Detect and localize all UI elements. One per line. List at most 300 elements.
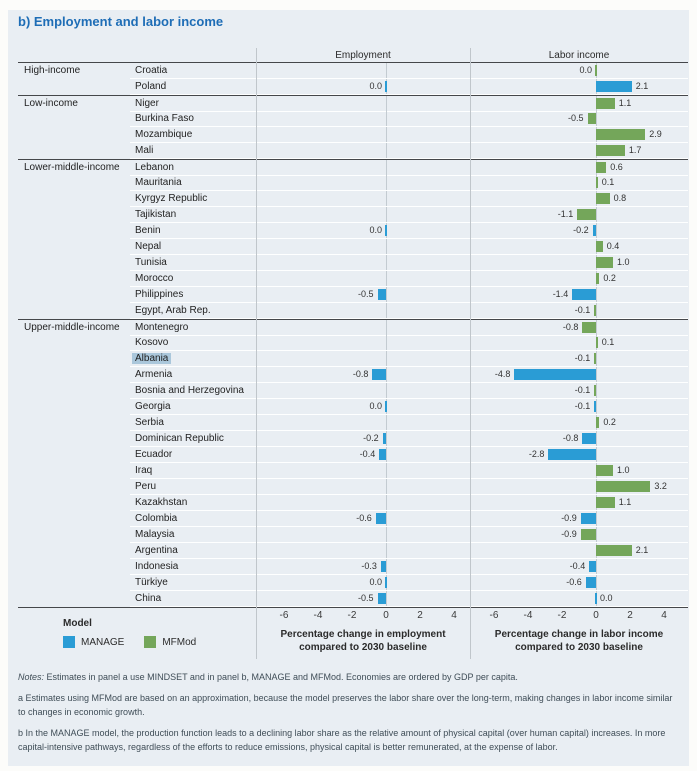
value-label: 0.0 (579, 65, 592, 75)
table-row (18, 111, 688, 127)
country-label: Indonesia (135, 561, 179, 572)
legend-items (63, 636, 196, 648)
group-label (18, 543, 130, 559)
notes-line (18, 670, 682, 685)
employment-panel-cell (256, 351, 470, 367)
employment-bar (385, 577, 387, 588)
country-label: Bosnia and Herzegovina (135, 385, 244, 396)
labor-income-bar (593, 225, 596, 236)
labor-income-panel-cell (470, 63, 688, 79)
labor-income-panel-cell (470, 351, 688, 367)
employment-panel-cell (256, 431, 470, 447)
country-cell (130, 303, 256, 319)
labor-income-panel-cell (470, 207, 688, 223)
table-row (18, 159, 688, 175)
employment-panel-cell (256, 111, 470, 127)
group-label (18, 143, 130, 159)
group-label (18, 399, 130, 415)
group-label (18, 495, 130, 511)
value-label: -0.4 (569, 561, 586, 571)
labor-income-bar (596, 337, 598, 348)
labor-income-bar (577, 209, 596, 220)
table-row (18, 383, 688, 399)
figure-title: b) Employment and labor income (18, 14, 224, 29)
table-row (18, 511, 688, 527)
table-row (18, 495, 688, 511)
labor-income-panel-cell (470, 431, 688, 447)
table-row (18, 367, 688, 383)
employment-panel-cell (256, 511, 470, 527)
employment-panel-cell (256, 495, 470, 511)
legend-swatch-mfmod (144, 636, 156, 648)
table-row (18, 287, 688, 303)
country-label: Tunisia (135, 257, 167, 268)
employment-panel-cell (256, 271, 470, 287)
employment-panel-cell (256, 447, 470, 463)
table-row (18, 479, 688, 495)
labor-income-panel-cell (470, 527, 688, 543)
group-label (18, 239, 130, 255)
labor-income-panel-cell (470, 591, 688, 607)
value-label: 1.1 (618, 98, 632, 108)
value-label: -0.4 (359, 449, 376, 459)
x-tick-label: -6 (489, 610, 499, 621)
country-label: Peru (135, 481, 157, 492)
country-cell (130, 399, 256, 415)
group-label (18, 351, 130, 367)
value-label: 0.2 (603, 273, 616, 283)
labor-income-bar (596, 98, 615, 109)
labor-income-panel-cell (470, 111, 688, 127)
labor-income-bar (596, 417, 599, 428)
value-label: -2.8 (528, 449, 545, 459)
figure-card (8, 10, 689, 766)
labor-income-bar (586, 577, 596, 588)
labor-income-panel-cell (470, 271, 688, 287)
value-label: -0.5 (357, 593, 374, 603)
value-label: -0.9 (561, 513, 577, 523)
country-cell (130, 175, 256, 191)
labor-income-panel-cell (470, 543, 688, 559)
employment-panel-cell (256, 303, 470, 319)
panel-divider-right (470, 48, 471, 659)
value-label: 3.2 (654, 481, 667, 491)
value-label: 0.0 (369, 225, 382, 235)
employment-bar (385, 81, 387, 92)
group-label (18, 287, 130, 303)
notes-text: Estimates in panel a use MINDSET and in panel b, MANAGE and MFMod. Economies are ordered by GDP per capita. (46, 672, 518, 682)
labor-income-panel-cell (470, 303, 688, 319)
labor-income-bar (595, 593, 597, 604)
group-label (18, 191, 130, 207)
country-label: Mali (135, 145, 154, 156)
labor-income-bar (594, 401, 596, 412)
labor-income-panel-cell (470, 79, 688, 95)
country-cell (130, 63, 256, 79)
employment-panel-cell (256, 175, 470, 191)
labor-income-panel-cell (470, 191, 688, 207)
x-tick-label: -2 (557, 610, 567, 621)
employment-panel-cell (256, 255, 470, 271)
country-label: Benin (135, 225, 161, 236)
labor-income-panel-cell (470, 255, 688, 271)
table-row (18, 255, 688, 271)
country-cell (130, 160, 256, 176)
table-row (18, 207, 688, 223)
panel-header-labor-income: Labor income (548, 50, 610, 61)
group-label (18, 111, 130, 127)
employment-panel-cell (256, 575, 470, 591)
country-label: Argentina (135, 545, 178, 556)
table-row (18, 431, 688, 447)
labor-income-panel-cell (470, 447, 688, 463)
country-cell (130, 575, 256, 591)
value-label: 0.6 (610, 162, 623, 172)
value-label: -0.5 (567, 113, 584, 123)
table-row (18, 303, 688, 319)
country-label: Ecuador (135, 449, 173, 460)
employment-panel-cell (256, 543, 470, 559)
country-cell (130, 591, 256, 607)
value-label: -0.8 (352, 369, 369, 379)
country-cell (130, 96, 256, 112)
labor-income-panel-cell (470, 463, 688, 479)
legend (63, 618, 196, 648)
employment-bar (385, 401, 387, 412)
labor-income-bar (582, 322, 596, 333)
country-label: Colombia (135, 513, 178, 524)
value-label: -0.3 (361, 561, 377, 571)
employment-bar (381, 561, 386, 572)
labor-income-bar (581, 529, 596, 540)
employment-bar (378, 289, 387, 300)
country-label: Egypt, Arab Rep. (135, 305, 211, 316)
group-label: Lower-middle-income (24, 162, 120, 173)
group-label (18, 527, 130, 543)
value-label: -1.4 (552, 289, 569, 299)
value-label: -1.1 (557, 209, 574, 219)
employment-bar (378, 593, 387, 604)
value-label: -0.1 (574, 305, 591, 315)
table-row (18, 223, 688, 239)
value-label: 1.7 (628, 145, 642, 155)
value-label: -0.5 (357, 289, 374, 299)
group-label (18, 383, 130, 399)
country-cell (130, 287, 256, 303)
value-label: 1.0 (617, 257, 630, 267)
employment-panel-cell (256, 479, 470, 495)
notes-label: Notes: (18, 672, 45, 682)
x-tick-label: -2 (347, 610, 357, 621)
country-label: Burkina Faso (135, 113, 194, 124)
employment-panel-cell (256, 287, 470, 303)
labor-income-panel-cell (470, 367, 688, 383)
value-label: 0.2 (603, 417, 616, 427)
country-cell (130, 111, 256, 127)
employment-panel-cell (256, 207, 470, 223)
country-label: Kyrgyz Republic (135, 193, 208, 204)
labor-income-bar (596, 193, 610, 204)
country-label: Mauritania (135, 177, 182, 188)
value-label: 0.0 (369, 401, 382, 411)
country-label-highlighted: Albania (132, 353, 171, 364)
employment-bar (372, 369, 386, 380)
labor-income-panel-cell (470, 495, 688, 511)
country-label: Morocco (135, 273, 174, 284)
country-cell (130, 431, 256, 447)
country-label: Serbia (135, 417, 164, 428)
group-label (18, 479, 130, 495)
x-tick-label: 2 (417, 610, 423, 621)
country-cell (130, 511, 256, 527)
country-label: Armenia (135, 369, 173, 380)
table-row (18, 463, 688, 479)
table-row (18, 175, 688, 191)
country-label: China (135, 593, 162, 604)
group-label (18, 511, 130, 527)
group-label (18, 415, 130, 431)
legend-label: MFMod (162, 636, 197, 648)
group-label (18, 271, 130, 287)
labor-income-bar (582, 433, 596, 444)
table-row (18, 335, 688, 351)
labor-income-bar (595, 65, 597, 76)
employment-panel-cell (256, 399, 470, 415)
table-row (18, 351, 688, 367)
value-label: -0.8 (562, 433, 579, 443)
employment-panel-cell (256, 127, 470, 143)
value-label: 0.0 (369, 577, 382, 587)
employment-panel-cell (256, 79, 470, 95)
country-cell (130, 495, 256, 511)
labor-income-bar (596, 162, 606, 173)
employment-panel-cell (256, 96, 470, 112)
country-cell (130, 447, 256, 463)
value-label: -0.9 (561, 529, 577, 539)
employment-bar (385, 225, 387, 236)
employment-panel-cell (256, 63, 470, 79)
table-row (18, 95, 688, 111)
value-label: 0.0 (600, 593, 613, 603)
group-label (18, 559, 130, 575)
labor-income-panel-cell (470, 335, 688, 351)
group-label (18, 463, 130, 479)
table-row (18, 271, 688, 287)
labor-income-bar (594, 305, 596, 316)
panel-header-employment: Employment (335, 50, 391, 61)
labor-income-panel-cell (470, 399, 688, 415)
labor-income-bar (594, 385, 596, 396)
labor-income-bar (596, 545, 632, 556)
country-cell (130, 415, 256, 431)
labor-income-panel-cell (470, 143, 688, 159)
value-label: 0.8 (613, 193, 627, 203)
x-tick-label: 0 (383, 610, 389, 621)
caption-line: Percentage change in employment (280, 629, 446, 640)
value-label: -0.6 (566, 577, 582, 587)
country-label: Montenegro (135, 322, 189, 333)
value-label: 1.0 (617, 465, 630, 475)
country-cell (130, 143, 256, 159)
employment-panel-cell (256, 591, 470, 607)
employment-panel-cell (256, 559, 470, 575)
table-row (18, 591, 688, 607)
table-row (18, 527, 688, 543)
x-tick-label: 4 (661, 610, 667, 621)
employment-panel-cell (256, 191, 470, 207)
country-label: Georgia (135, 401, 171, 412)
group-label (18, 575, 130, 591)
x-tick-label: -6 (279, 610, 289, 621)
labor-income-bar (514, 369, 596, 380)
x-tick-label: 2 (627, 610, 633, 621)
country-label: Niger (135, 98, 159, 109)
value-label: -0.6 (356, 513, 372, 523)
value-label: 0.4 (606, 241, 620, 251)
value-label: 2.9 (649, 129, 662, 139)
employment-panel-cell (256, 335, 470, 351)
x-tick-label: -4 (523, 610, 533, 621)
value-label: -4.8 (494, 369, 511, 379)
country-cell (130, 543, 256, 559)
table-row (18, 143, 688, 159)
legend-item (144, 636, 196, 648)
country-label: Lebanon (135, 162, 174, 173)
country-cell (130, 255, 256, 271)
employment-panel-cell (256, 383, 470, 399)
table-row (18, 559, 688, 575)
country-cell (130, 191, 256, 207)
table-row (18, 63, 688, 79)
group-label (18, 175, 130, 191)
group-label (18, 335, 130, 351)
country-cell (130, 239, 256, 255)
group-label (18, 223, 130, 239)
country-label: Tajikistan (135, 209, 177, 220)
labor-income-bar (596, 465, 613, 476)
group-label (18, 255, 130, 271)
x-axis-caption-labor-income (470, 628, 688, 654)
employment-panel-cell (256, 143, 470, 159)
country-cell (130, 271, 256, 287)
labor-income-panel-cell (470, 479, 688, 495)
country-label: Mozambique (135, 129, 193, 140)
legend-item (63, 636, 124, 648)
table-row (18, 79, 688, 95)
value-label: -0.1 (574, 385, 591, 395)
country-cell (130, 207, 256, 223)
employment-panel-cell (256, 160, 470, 176)
table-row (18, 575, 688, 591)
labor-income-bar (596, 177, 598, 188)
group-label (18, 447, 130, 463)
value-label: 0.1 (601, 177, 615, 187)
group-label (18, 367, 130, 383)
value-label: -0.1 (574, 401, 591, 411)
employment-panel-cell (256, 463, 470, 479)
country-label: Kosovo (135, 337, 169, 348)
labor-income-bar (596, 81, 632, 92)
labor-income-panel-cell (470, 96, 688, 112)
labor-income-bar (596, 273, 599, 284)
table-row (18, 447, 688, 463)
labor-income-bar (596, 497, 615, 508)
footnote-a: a Estimates using MFMod are based on an approximation, because the model preserves the labor share over the long-term, making changes in labor income similar to changes in economic growth. (18, 692, 673, 717)
labor-income-panel-cell (470, 383, 688, 399)
table-row (18, 543, 688, 559)
country-cell (130, 527, 256, 543)
labor-income-bar (548, 449, 596, 460)
labor-income-bar (594, 353, 596, 364)
country-label: Philippines (135, 289, 184, 300)
country-label: Dominican Republic (135, 433, 224, 444)
labor-income-bar (596, 145, 625, 156)
table-row (18, 127, 688, 143)
value-label: 0.0 (369, 81, 382, 91)
value-label: -0.8 (562, 322, 579, 332)
labor-income-panel-cell (470, 223, 688, 239)
value-label: -0.2 (363, 433, 379, 443)
country-label: Croatia (135, 65, 168, 76)
table-row (18, 191, 688, 207)
table-row (18, 415, 688, 431)
legend-label: MANAGE (81, 636, 125, 648)
value-label: 2.1 (635, 81, 649, 91)
x-tick-label: 4 (451, 610, 457, 621)
country-label: Malaysia (135, 529, 175, 540)
group-label: High-income (24, 65, 81, 76)
employment-panel-cell (256, 415, 470, 431)
chart-table (18, 62, 688, 608)
group-label (18, 591, 130, 607)
country-cell (130, 383, 256, 399)
labor-income-panel-cell (470, 415, 688, 431)
panel-divider-left (256, 48, 257, 659)
value-label: 0.1 (601, 337, 615, 347)
country-label: Poland (135, 81, 167, 92)
table-row (18, 399, 688, 415)
employment-bar (383, 433, 386, 444)
country-cell (130, 127, 256, 143)
employment-bar (376, 513, 386, 524)
employment-panel-cell (256, 223, 470, 239)
group-label (18, 303, 130, 319)
country-cell (130, 79, 256, 95)
country-label: Nepal (135, 241, 162, 252)
labor-income-panel-cell (470, 287, 688, 303)
country-cell (130, 559, 256, 575)
labor-income-panel-cell (470, 559, 688, 575)
country-label: Türkiye (135, 577, 168, 588)
footnote-b: b In the MANAGE model, the production function leads to a declining labor share as the relative amount of physical capital (over human capital) increases. In more capital-intensive pathways, regardless of the efforts to reduce emissions, physical capital is better remunerated, at the expense of labor. (18, 727, 666, 752)
country-label: Iraq (135, 465, 153, 476)
notes (18, 670, 682, 761)
country-label: Kazakhstan (135, 497, 188, 508)
labor-income-panel-cell (470, 575, 688, 591)
group-label: Upper-middle-income (24, 322, 120, 333)
labor-income-panel-cell (470, 320, 688, 336)
table-row (18, 239, 688, 255)
country-cell (130, 351, 256, 367)
x-tick-label: 0 (593, 610, 599, 621)
country-cell (130, 320, 256, 336)
country-cell (130, 335, 256, 351)
x-axis-caption-employment (256, 628, 470, 654)
group-label: Low-income (24, 98, 78, 109)
employment-panel-cell (256, 527, 470, 543)
labor-income-bar (596, 481, 650, 492)
labor-income-bar (589, 561, 596, 572)
